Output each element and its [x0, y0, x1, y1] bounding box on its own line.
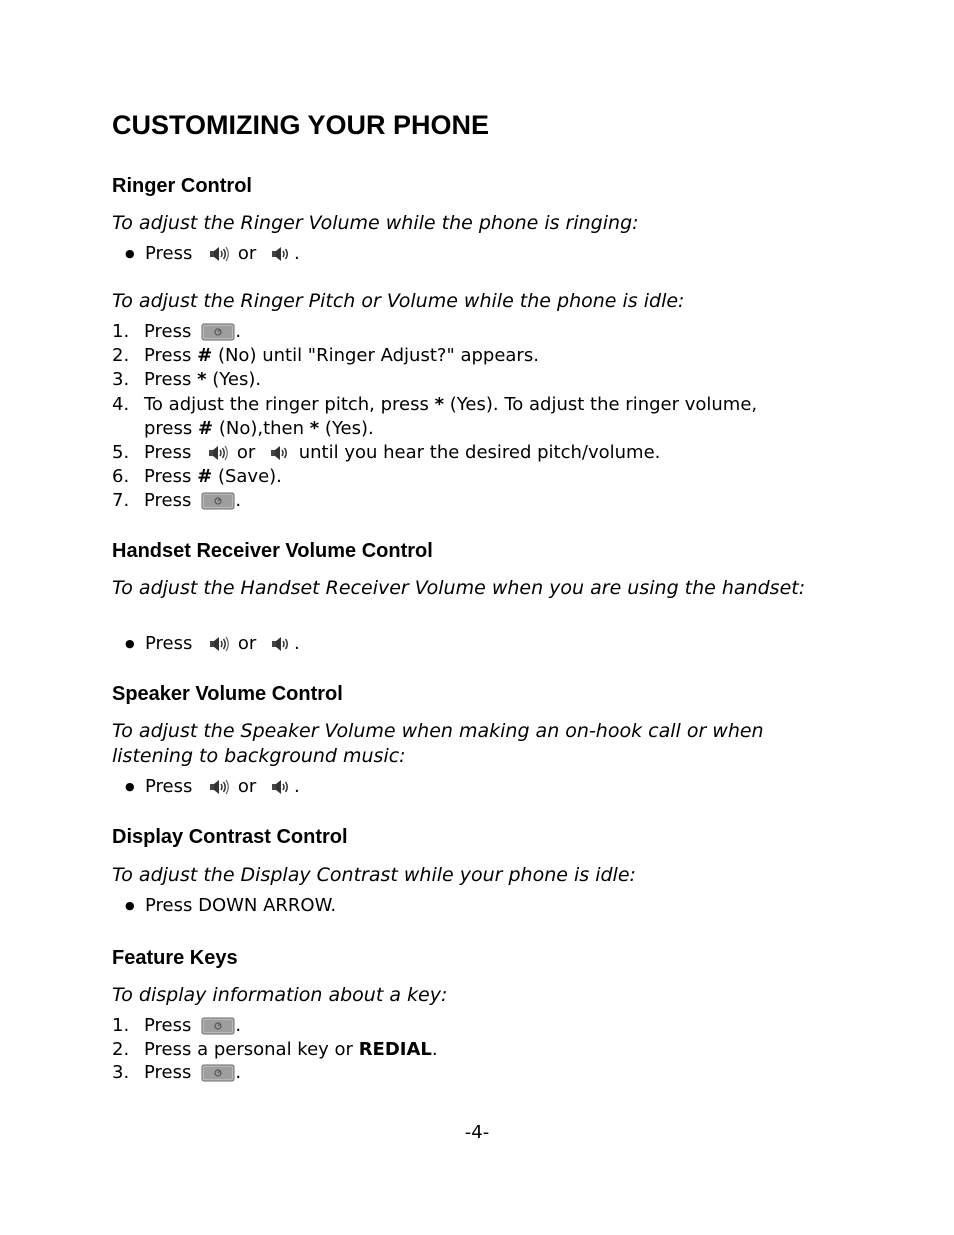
bullet: ●	[125, 780, 135, 793]
volume-down-icon	[270, 635, 292, 653]
list-item: 2. Press a personal key or REDIAL.	[112, 1039, 438, 1060]
volume-down-icon	[269, 444, 291, 462]
section-heading-speaker: Speaker Volume Control	[112, 683, 343, 705]
ringer-intro-idle: To adjust the Ringer Pitch or Volume while the phone is idle:	[112, 290, 685, 312]
list-item: ● Press or .	[112, 775, 300, 799]
list-item: ● Press DOWN ARROW.	[112, 894, 336, 918]
feature-key-icon	[201, 492, 235, 510]
bullet: ●	[125, 637, 135, 650]
feature-intro: To display information about a key:	[112, 984, 448, 1006]
list-item: 3. Press .	[112, 1062, 242, 1083]
section-heading-ringer: Ringer Control	[112, 175, 252, 197]
volume-up-icon	[207, 444, 229, 462]
page-title: CUSTOMIZING YOUR PHONE	[112, 110, 490, 140]
feature-key-icon	[201, 1064, 235, 1082]
section-heading-feature-keys: Feature Keys	[112, 947, 238, 969]
section-heading-handset: Handset Receiver Volume Control	[112, 540, 433, 562]
feature-key-icon	[201, 323, 235, 341]
display-intro: To adjust the Display Contrast while your phone is idle:	[112, 864, 636, 886]
list-item: ● Press or .	[112, 632, 300, 656]
list-item: 5. Press or until you hear the desired pitch/volume.	[112, 442, 661, 463]
volume-down-icon	[270, 245, 292, 263]
list-item: 4. To adjust the ringer pitch, press * (Yes). To adjust the ringer volume,	[112, 394, 758, 415]
list-item: ● Press or .	[112, 242, 300, 266]
ringer-intro-ringing: To adjust the Ringer Volume while the phone is ringing:	[112, 212, 639, 234]
page-number: -4-	[464, 1122, 490, 1143]
handset-intro: To adjust the Handset Receiver Volume when you are using the handset:	[112, 577, 806, 599]
list-item: 1. Press .	[112, 1015, 242, 1036]
volume-down-icon	[270, 778, 292, 796]
bullet: ●	[125, 899, 135, 912]
speaker-intro: To adjust the Speaker Volume when making an on-hook call or when listening to background music:	[112, 720, 764, 767]
list-item: 3. Press * (Yes).	[112, 369, 262, 390]
list-item: 1. Press .	[112, 321, 242, 342]
section-heading-display: Display Contrast Control	[112, 826, 348, 848]
list-item: 6. Press # (Save).	[112, 466, 282, 487]
volume-up-icon	[208, 778, 230, 796]
list-item: 2. Press # (No) until "Ringer Adjust?" appears.	[112, 345, 539, 366]
bullet: ●	[125, 247, 135, 260]
list-item-continuation: press # (No),then * (Yes).	[144, 418, 374, 439]
volume-up-icon	[208, 635, 230, 653]
list-item: 7. Press .	[112, 490, 242, 511]
volume-up-icon	[208, 245, 230, 263]
feature-key-icon	[201, 1017, 235, 1035]
